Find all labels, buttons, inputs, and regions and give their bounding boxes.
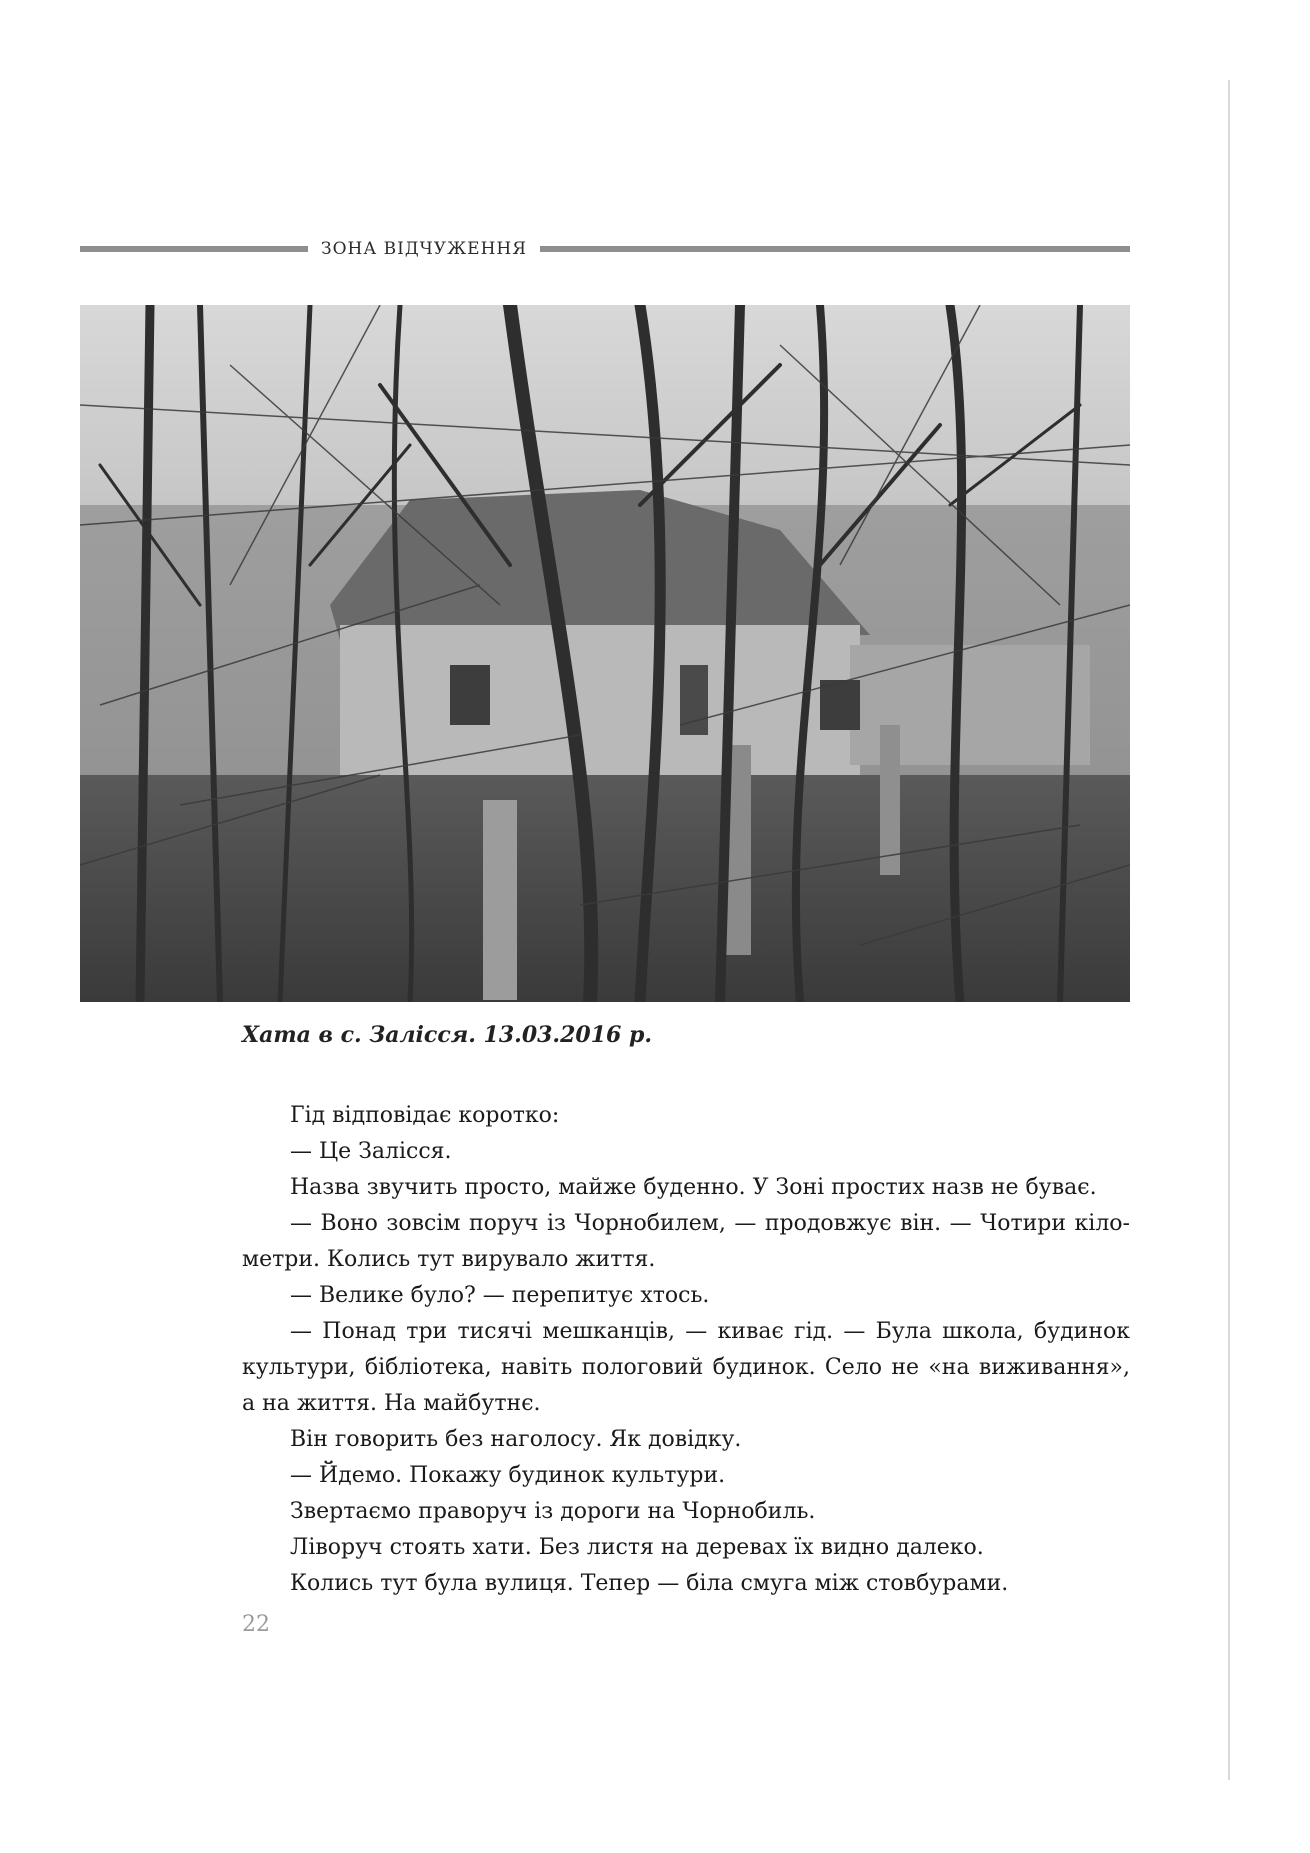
- paragraph: Він говорить без наголосу. Як довідку.: [290, 1427, 742, 1452]
- paragraph: Колись тут була вулиця. Тепер — біла смуга між стовбурами.: [290, 1571, 1009, 1596]
- paragraph: — Йдемо. Покажу будинок культури.: [290, 1463, 726, 1488]
- running-header: [80, 238, 1130, 262]
- page-number: 22: [242, 1612, 270, 1637]
- body-text: [242, 1098, 1130, 1602]
- running-header-title: ЗОНА ВІДЧУЖЕННЯ: [321, 239, 527, 259]
- paragraph: а на життя. На майбутнє.: [242, 1391, 541, 1416]
- paragraph: — Це Залісся.: [290, 1139, 452, 1164]
- header-rule-right: [540, 246, 1130, 252]
- page-edge-line: [1228, 80, 1230, 1780]
- paragraph: Гід відповідає коротко:: [290, 1103, 560, 1128]
- paragraph: Назва звучить просто, майже буденно. У Зоні простих назв не буває.: [290, 1175, 1097, 1200]
- paragraph: — Воно зовсім поруч із Чорнобилем, — продовжує він. — Чотири кіло-: [290, 1211, 1130, 1236]
- paragraph: — Понад три тисячі мешканців, — киває гід. — Була школа, будинок: [290, 1319, 1130, 1344]
- paragraph: — Велике було? — перепитує хтось.: [290, 1283, 710, 1308]
- header-rule-left: [80, 246, 308, 252]
- figure-caption: Хата в с. Залісся. 13.03.2016 р.: [242, 1022, 653, 1048]
- paragraph: метри. Колись тут вирувало життя.: [242, 1247, 656, 1272]
- paragraph: Звертаємо праворуч із дороги на Чорнобиль.: [290, 1499, 816, 1524]
- paragraph: Ліворуч стоять хати. Без листя на деревах їх видно далеко.: [290, 1535, 984, 1560]
- paragraph: культури, бібліотека, навіть пологовий будинок. Село не «на виживання»,: [242, 1355, 1130, 1380]
- photo-abandoned-house: [80, 305, 1130, 1002]
